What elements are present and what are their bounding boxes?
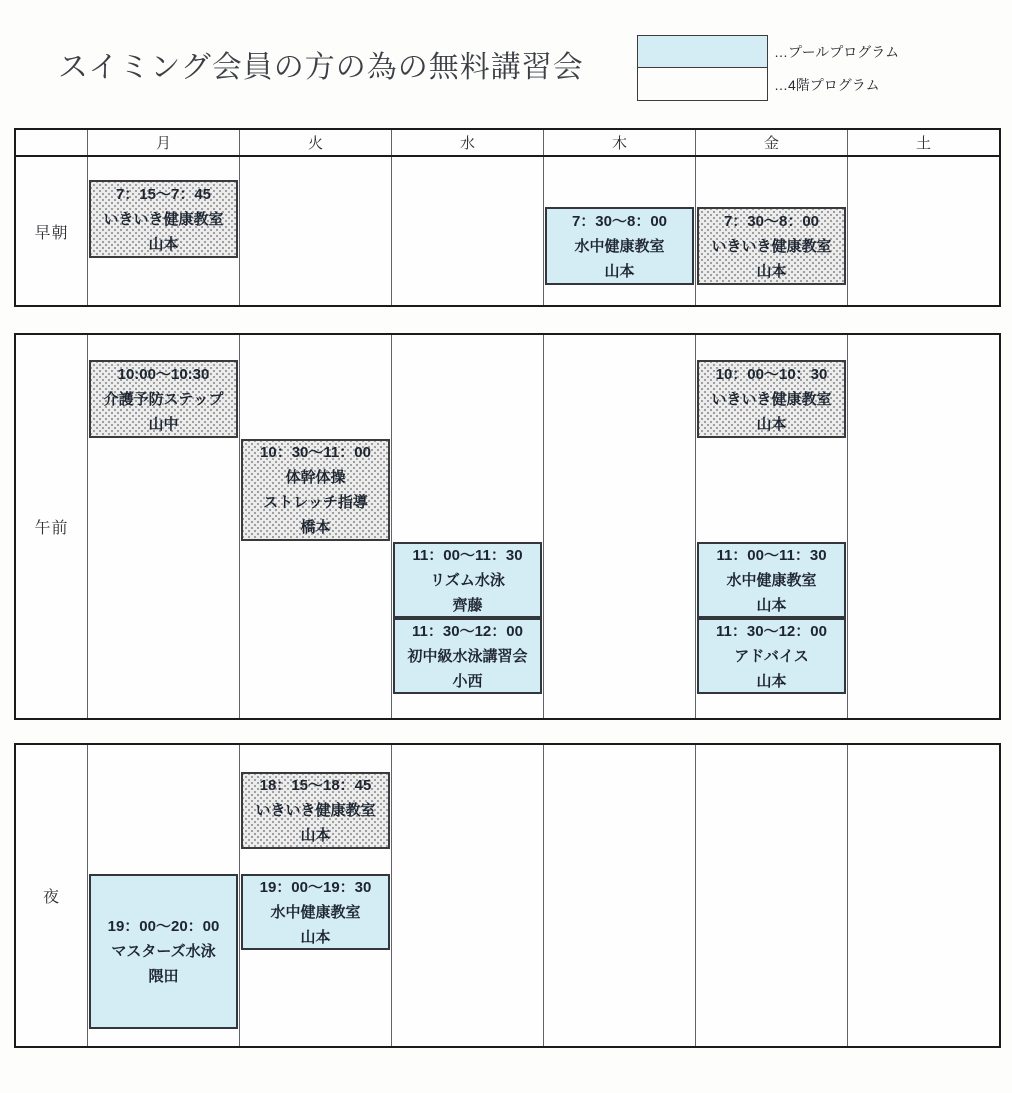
cell-early-tue [239, 157, 391, 305]
event-title: 水中健康教室 [270, 903, 361, 921]
event-time: 10:00～10:30 [117, 365, 210, 383]
day-header-fri: 金 [695, 130, 847, 155]
event-card-pool [393, 542, 542, 618]
legend-row-pool [637, 35, 899, 68]
event-time: 19：00～19：30 [259, 878, 372, 896]
day-header-wed: 水 [391, 130, 543, 155]
event-title: アドバイス [734, 647, 809, 665]
cell-early-mon [87, 157, 239, 305]
cell-morning-tue [239, 335, 391, 718]
event-instructor: 小西 [452, 672, 483, 690]
event-card-floor4 [697, 360, 846, 438]
event-title: リズム水泳 [430, 571, 505, 589]
event-instructor: 橋本 [300, 519, 331, 536]
row-label-early-morning: 早朝 [34, 224, 69, 242]
event-instructor: 山中 [148, 415, 179, 433]
cell-early-sat [847, 157, 999, 305]
day-header-sat: 土 [847, 130, 999, 155]
event-card-floor4 [241, 772, 390, 849]
event-time: 11：30～12：00 [716, 622, 827, 640]
event-card-floor4 [89, 180, 238, 258]
event-title: 体幹体操 [285, 469, 346, 486]
event-time: 7：15～7：45 [115, 185, 212, 203]
day-header-tue: 火 [239, 130, 391, 155]
cell-early-fri [695, 157, 847, 305]
event-card-floor4 [241, 439, 390, 541]
row-label-night: 夜 [42, 889, 60, 906]
event-time: 18：15～18：45 [259, 777, 372, 794]
morning-row [16, 335, 999, 718]
section-night [14, 743, 1001, 1048]
section-morning [14, 333, 1001, 720]
cell-night-sat [847, 745, 999, 1046]
event-title: 水中健康教室 [574, 237, 665, 255]
cell-early-thu [543, 157, 695, 305]
event-card-floor4 [697, 207, 846, 285]
event-card-pool [241, 874, 390, 950]
day-header-thu: 木 [543, 130, 695, 155]
cell-morning-sat [847, 335, 999, 718]
cell-night-mon [87, 745, 239, 1046]
event-time: 19：00～20：00 [107, 918, 220, 935]
legend-pool-label: …プールプログラム [774, 43, 900, 60]
cell-morning-fri [695, 335, 847, 718]
event-card-pool [393, 618, 542, 694]
event-instructor: 山本 [756, 262, 787, 280]
legend-floor4-label: …4階プログラム [774, 76, 880, 93]
event-instructor: 山本 [300, 928, 331, 946]
event-instructor: 隈田 [148, 968, 179, 985]
event-instructor: 山本 [148, 235, 179, 253]
cell-morning-thu [543, 335, 695, 718]
section-early-morning [14, 128, 1001, 307]
event-instructor: 齊藤 [452, 596, 483, 614]
event-title: いきいき健康教室 [711, 390, 832, 408]
cell-morning-mon [87, 335, 239, 718]
event-instructor: 山本 [756, 596, 787, 614]
legend [637, 35, 899, 101]
legend-pool-swatch [637, 35, 768, 68]
event-title: 水中健康教室 [726, 571, 817, 589]
legend-floor4-swatch [637, 68, 768, 101]
cell-early-wed [391, 157, 543, 305]
event-time: 10：00～10：30 [715, 365, 828, 383]
event-time: 7：30～8：00 [571, 212, 668, 230]
cell-morning-wed [391, 335, 543, 718]
day-header-mon: 月 [87, 130, 239, 155]
cell-night-wed [391, 745, 543, 1046]
event-title: 介護予防ステップ [103, 390, 224, 408]
event-card-pool [89, 874, 238, 1029]
early-morning-row [16, 157, 999, 305]
event-card-floor4 [89, 360, 238, 438]
cell-night-fri [695, 745, 847, 1046]
legend-row-floor4 [637, 68, 899, 101]
event-card-pool [697, 618, 846, 694]
row-label-morning: 午前 [34, 520, 69, 537]
event-title: 初中級水泳講習会 [407, 647, 528, 665]
event-title: いきいき健康教室 [103, 210, 224, 228]
event-instructor: 山本 [756, 672, 787, 690]
cell-night-tue [239, 745, 391, 1046]
event-title: マスターズ水泳 [111, 943, 216, 960]
page-title: スイミング会員の方の為の無料講習会 [58, 51, 584, 84]
event-instructor: 山本 [756, 415, 787, 433]
event-title: いきいき健康教室 [711, 237, 832, 255]
cell-night-thu [543, 745, 695, 1046]
header-corner-cell [16, 130, 87, 155]
event-time: 10：30～11：00 [260, 444, 371, 461]
event-time: 11：00～11：30 [412, 546, 523, 564]
event-card-pool [697, 542, 846, 618]
event-time: 11：00～11：30 [716, 546, 827, 564]
event-instructor: 山本 [604, 262, 635, 280]
event-time: 11：30～12：00 [412, 622, 523, 640]
day-header-row [16, 130, 999, 157]
event-title: いきいき健康教室 [255, 802, 376, 819]
night-row [16, 745, 999, 1046]
event-time: 7：30～8：00 [723, 212, 820, 230]
event-card-pool [545, 207, 694, 285]
event-subtitle: ストレッチ指導 [263, 494, 368, 511]
event-instructor: 山本 [300, 827, 331, 844]
